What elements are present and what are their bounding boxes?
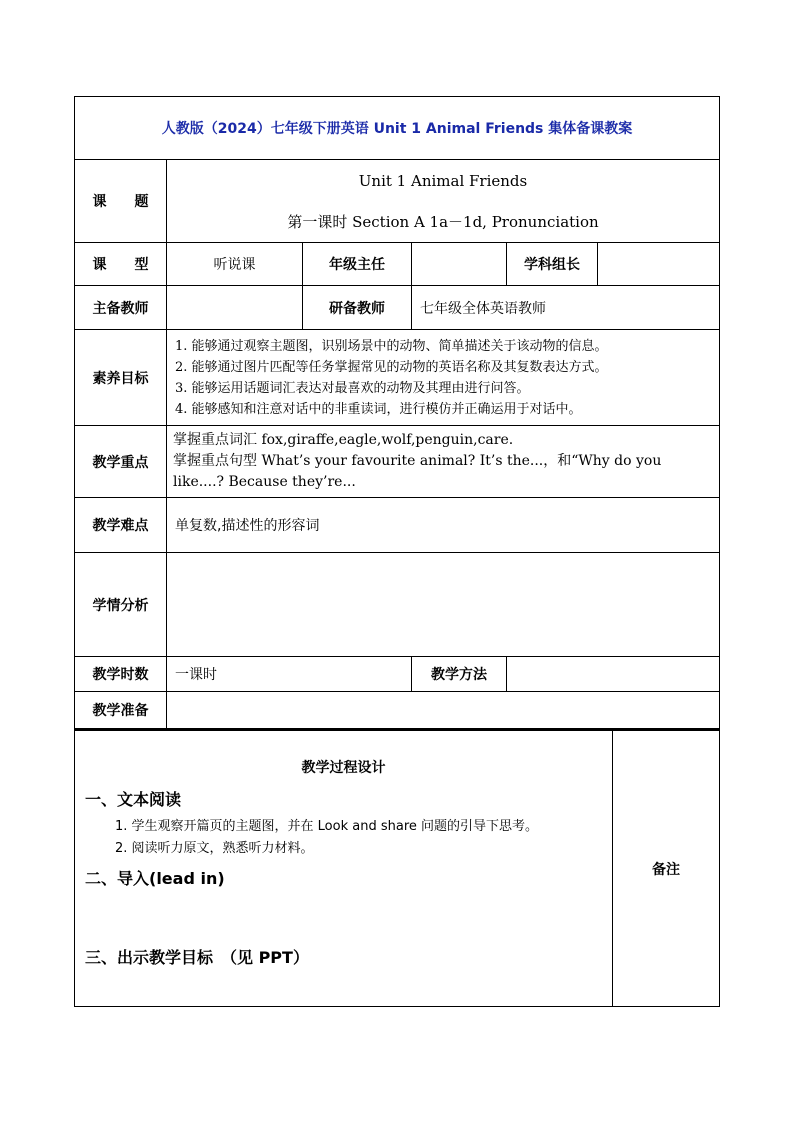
lesson-plan-page	[74, 96, 719, 1007]
section-item: 1. 学生观察开篇页的主题图，并在 Look and share 问题的引导下思考。	[115, 819, 539, 834]
goal-item: 1. 能够通过观察主题图，识别场景中的动物、简单描述关于该动物的信息。	[175, 338, 608, 354]
lesson-type-value: 听说课	[167, 243, 303, 286]
key-points-sentences: 掌握重点句型 What’s your favourite animal? It’s the...，和“Why do you like....? Because they’re...	[173, 453, 662, 490]
goals-cell	[167, 330, 720, 426]
key-points-vocab: 掌握重点词汇 fox,giraffe,eagle,wolf,penguin,care.	[173, 432, 514, 448]
difficulty-label: 教学难点	[75, 498, 167, 553]
topic-line-1: Unit 1 Animal Friends	[358, 171, 528, 190]
grade-head-label: 年级主任	[303, 243, 412, 286]
section-heading: 一、文本阅读	[85, 790, 182, 809]
prep-value	[167, 692, 720, 729]
difficulty-value: 单复数,描述性的形容词	[167, 498, 720, 553]
hours-value: 一课时	[167, 657, 412, 692]
co-teacher-label: 研备教师	[303, 286, 412, 330]
key-points-label: 教学重点	[75, 426, 167, 498]
section-item: 2. 阅读听力原文，熟悉听力材料。	[115, 841, 314, 856]
lead-teacher-label: 主备教师	[75, 286, 167, 330]
analysis-value	[167, 553, 720, 657]
topic-label: 课 题	[75, 160, 167, 243]
goal-item: 3. 能够运用话题词汇表达对最喜欢的动物及其理由进行问答。	[175, 380, 530, 396]
remark-label: 备注	[613, 730, 720, 1006]
method-value	[507, 657, 720, 692]
topic-line-2: 第一课时 Section A 1a－1d, Pronunciation	[287, 212, 599, 231]
section-heading: 二、导入(lead in)	[85, 869, 225, 888]
hours-label: 教学时数	[75, 657, 167, 692]
lesson-type-label: 课 型	[75, 243, 167, 286]
subject-head-label: 学科组长	[507, 243, 598, 286]
section-heading: 三、出示教学目标 （见 PPT）	[85, 948, 309, 967]
process-table	[74, 729, 720, 1007]
method-label: 教学方法	[412, 657, 507, 692]
topic-value	[167, 160, 720, 243]
key-points-cell	[167, 426, 720, 498]
analysis-label: 学情分析	[75, 553, 167, 657]
lead-teacher-value	[167, 286, 303, 330]
goal-item: 2. 能够通过图片匹配等任务掌握常见的动物的英语名称及其复数表达方式。	[175, 359, 608, 375]
goal-item: 4. 能够感知和注意对话中的非重读词，进行模仿并正确运用于对话中。	[175, 401, 582, 417]
subject-head-value	[598, 243, 720, 286]
lesson-info-table	[74, 96, 720, 729]
process-cell	[75, 730, 613, 1006]
co-teacher-value: 七年级全体英语教师	[412, 286, 720, 330]
process-title: 教学过程设计	[301, 760, 386, 776]
goals-label: 素养目标	[75, 330, 167, 426]
grade-head-value	[412, 243, 507, 286]
goals-list	[167, 332, 719, 424]
document-title: 人教版（2024）七年级下册英语 Unit 1 Animal Friends 集体备课教案	[75, 97, 720, 160]
prep-label: 教学准备	[75, 692, 167, 729]
